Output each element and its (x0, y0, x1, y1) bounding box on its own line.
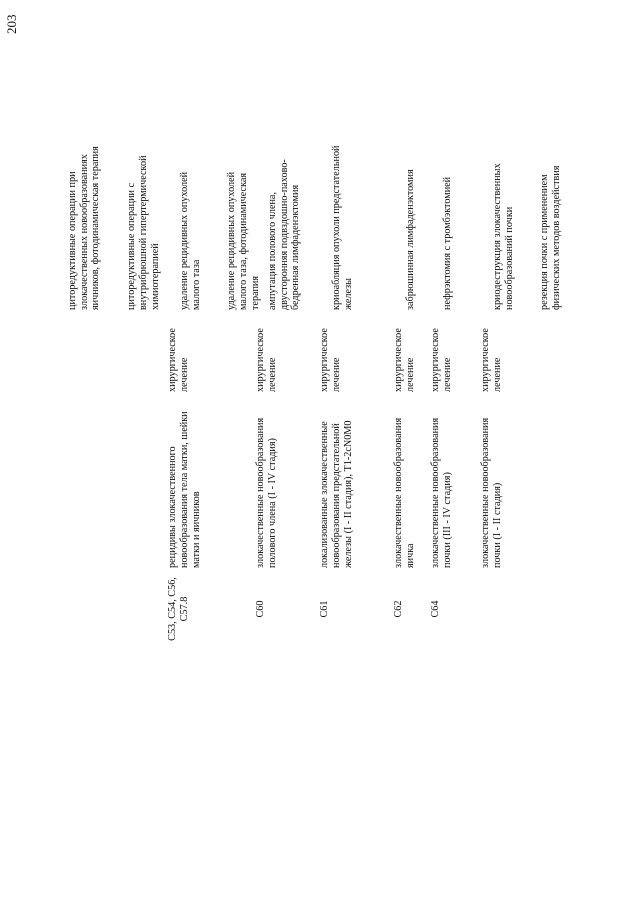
diagnosis-cell: злокачественные новообразования полового члена (I - IV стадия) (255, 417, 278, 568)
diagnosis-cell: злокачественные новообразования яичка (393, 417, 416, 568)
method-item: забрюшинная лимфаденэктомия (404, 169, 416, 310)
rotated-table (55, 140, 562, 880)
code-cell: C60 (255, 600, 266, 618)
page-number: 203 (4, 14, 19, 34)
method-item: удаление рецидивных опухолей малого таза (178, 171, 202, 310)
methods-cell (255, 140, 326, 310)
methods-cell (480, 140, 587, 310)
treatment-type-cell: хирургическое лечение (167, 328, 190, 392)
treatment-type-cell: хирургическое лечение (393, 328, 416, 392)
code-cell: C61 (319, 600, 330, 618)
method-item: ампутация полового члена, двусторонняя подвздошно-пахово-бедренная лимфаденэктомия (266, 159, 302, 310)
method-item: нефрэктомия с тромбэктомией (441, 176, 453, 310)
method-item: криодеструкция злокачественных новообразований почки (491, 163, 515, 310)
treatment-type-cell: хирургическое лечение (430, 328, 453, 392)
code-cell: C64 (430, 600, 441, 618)
treatment-type-cell: хирургическое лечение (319, 328, 342, 392)
method-item: удаление рецидивных опухолей малого таза, фотодинамическая терапия (226, 171, 261, 310)
code-cell: C62 (393, 600, 404, 618)
diagnosis-cell: злокачественные новообразования почки (I - II стадия) (480, 417, 503, 568)
method-item: резекция почки с применением физических методов воздействия (539, 165, 562, 310)
method-item: циторедуктивные операции с внутрибрюшной гипертермической химиотерапией (125, 155, 161, 310)
method-item: криоабляция опухоли предстательной железы (330, 145, 354, 310)
methods-cell (430, 140, 477, 310)
diagnosis-cell: злокачественные новообразования почки (III - IV стадия) (430, 417, 453, 568)
methods-cell (319, 140, 378, 310)
diagnosis-cell: локализованные злокачественные новообразования предстательной железы (I - II стадия), T1-2cN0M0 (319, 420, 354, 568)
method-item: циторедуктивные операции при злокачественных новообразованиях яичников, фотодинамическая терапия (66, 146, 102, 310)
treatment-type-cell: хирургическое лечение (255, 328, 278, 392)
diagnosis-cell: рецидивы злокачественного новообразования тела матки, шейки матки и яичников (167, 411, 202, 568)
methods-cell (55, 140, 185, 310)
treatment-type-cell: хирургическое лечение (480, 328, 503, 392)
code-cell: C53, C54, C56, C57.8 (167, 577, 190, 641)
